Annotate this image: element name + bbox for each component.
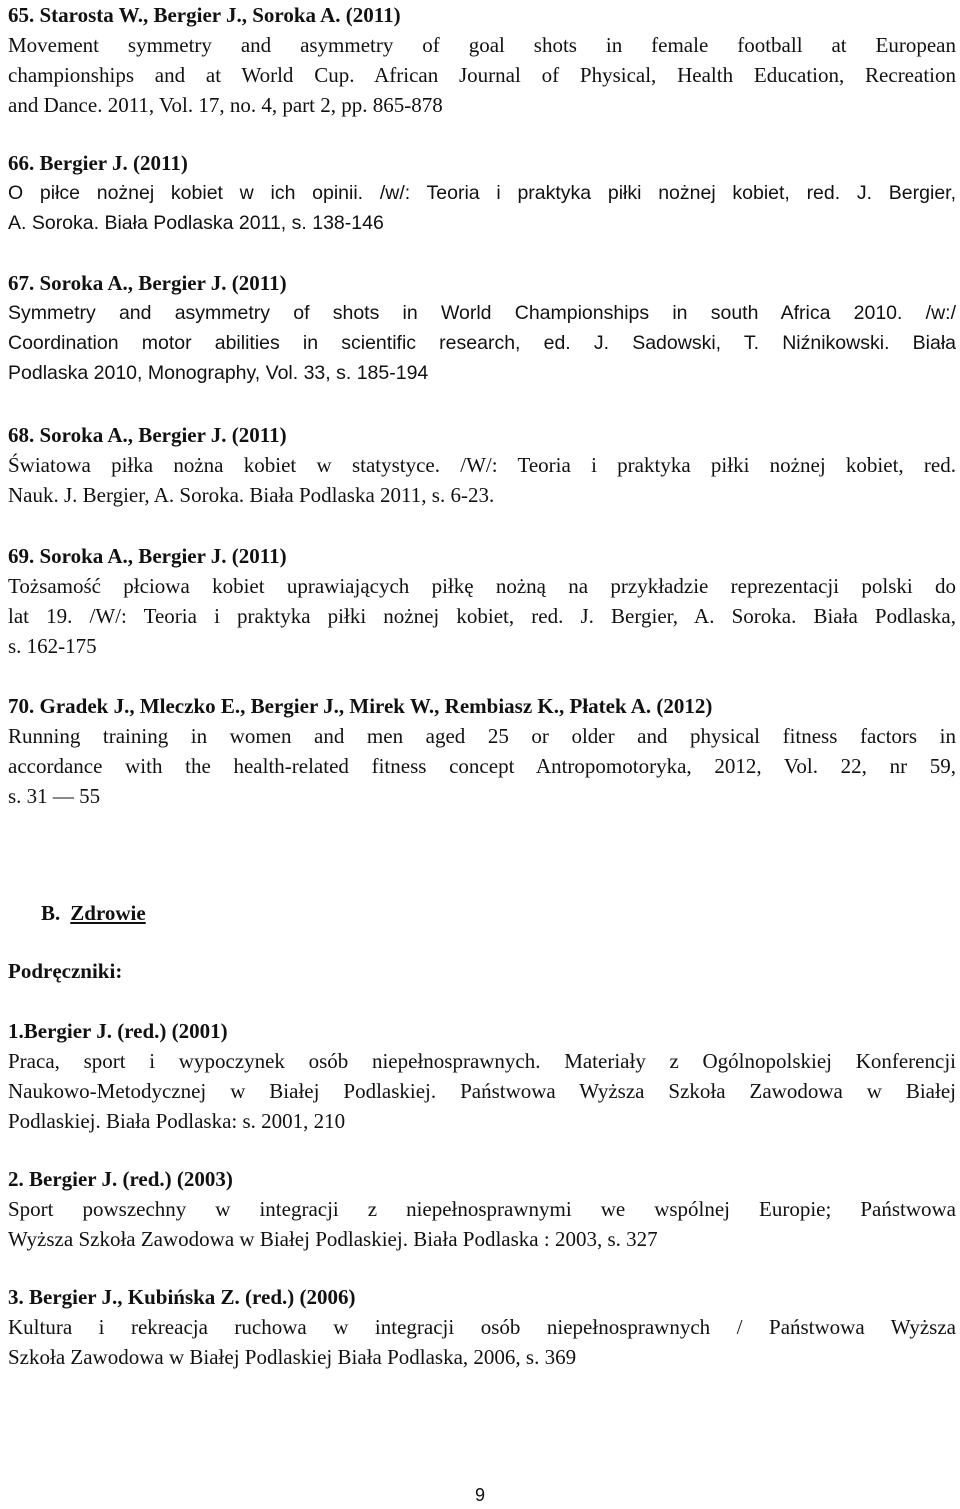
entry-heading: 67. Soroka A., Bergier J. (2011) [8, 271, 287, 295]
entry-heading: 3. Bergier J., Kubińska Z. (red.) (2006) [8, 1285, 356, 1309]
section-title: Zdrowie [70, 901, 146, 925]
entry-text-line: s. 162-175 [8, 634, 97, 658]
entry-text-line: Światowa piłka nożna kobiet w statystyce. /W/: Teoria i praktyka piłki nożnej kobiet, red. [8, 453, 956, 477]
entry-text-line: Naukowo-Metodycznej w Białej Podlaskiej. Państwowa Wyższa Szkoła Zawodowa w Białej [8, 1079, 956, 1103]
entry-text-line: Tożsamość płciowa kobiet uprawiających piłkę nożną na przykładzie reprezentacji polski do [8, 574, 956, 598]
section-letter: B. [41, 901, 61, 925]
entry-heading: 70. Gradek J., Mleczko E., Bergier J., Mirek W., Rembiasz K., Płatek A. (2012) [8, 694, 713, 718]
entry-text-line: Kultura i rekreacja ruchowa w integracji osób niepełnosprawnych / Państwowa Wyższa [8, 1315, 956, 1339]
entry-text-line: Podlaska 2010, Monography, Vol. 33, s. 185-194 [8, 362, 429, 384]
entry-text-line: Praca, sport i wypoczynek osób niepełnosprawnych. Materiały z Ogólnopolskiej Konferencji [8, 1049, 956, 1073]
entry-text-line: accordance with the health-related fitness concept Antropomotoryka, 2012, Vol. 22, nr 59, [8, 754, 956, 778]
entry-text-line: A. Soroka. Biała Podlaska 2011, s. 138-146 [8, 212, 384, 234]
bibliography-entry-67 [8, 268, 956, 388]
entry-text-line: Szkoła Zawodowa w Białej Podlaskiej Biała Podlaska, 2006, s. 369 [8, 1345, 577, 1369]
book-entry-1 [8, 1016, 956, 1136]
entry-heading: 2. Bergier J. (red.) (2003) [8, 1167, 233, 1191]
page-number: 9 [474, 1485, 485, 1505]
entry-text-line: O piłce nożnej kobiet w ich opinii. /w/: Teoria i praktyka piłki nożnej kobiet, red. J. Bergier, [8, 182, 956, 204]
entry-text-line: Movement symmetry and asymmetry of goal shots in female football at European [8, 33, 956, 57]
bibliography-entry-70 [8, 691, 956, 811]
entry-text-line: Running training in women and men aged 25 or older and physical fitness factors in [8, 724, 956, 748]
entry-text-line: Nauk. J. Bergier, A. Soroka. Biała Podlaska 2011, s. 6-23. [8, 483, 495, 507]
entry-heading: 1.Bergier J. (red.) (2001) [8, 1019, 228, 1043]
entry-heading: 66. Bergier J. (2011) [8, 151, 188, 175]
entry-heading: 68. Soroka A., Bergier J. (2011) [8, 423, 287, 447]
entry-text-line: championships and at World Cup. African Journal of Physical, Health Education, Recreation [8, 63, 956, 87]
entry-heading: 69. Soroka A., Bergier J. (2011) [8, 544, 287, 568]
entry-text-line: Coordination motor abilities in scientific research, ed. J. Sadowski, T. Niźnikowski. Biała [8, 332, 956, 354]
bibliography-entry-68 [8, 420, 956, 510]
subsection-heading: Podręczniki: [8, 959, 123, 983]
book-entry-3 [8, 1282, 956, 1372]
entry-text-line: lat 19. /W/: Teoria i praktyka piłki nożnej kobiet, red. J. Bergier, A. Soroka. Biała Podlaska, [8, 604, 956, 628]
bibliography-entry-69 [8, 541, 956, 661]
entry-heading: 65. Starosta W., Bergier J., Soroka A. (2011) [8, 3, 401, 27]
entry-text-line: Sport powszechny w integracji z niepełnosprawnymi we wspólnej Europie; Państwowa [8, 1197, 956, 1221]
entry-text-line: Wyższa Szkoła Zawodowa w Białej Podlaskiej. Biała Podlaska : 2003, s. 327 [8, 1227, 658, 1251]
entry-text-line: and Dance. 2011, Vol. 17, no. 4, part 2, pp. 865-878 [8, 93, 443, 117]
entry-text-line: Podlaskiej. Biała Podlaska: s. 2001, 210 [8, 1109, 346, 1133]
entry-text-line: Symmetry and asymmetry of shots in World Championships in south Africa 2010. /w:/ [8, 302, 956, 324]
bibliography-entry-65 [8, 0, 956, 120]
bibliography-entry-66 [8, 148, 956, 238]
book-entry-2 [8, 1164, 956, 1254]
section-heading [41, 898, 146, 928]
entry-text-line: s. 31 — 55 [8, 784, 101, 808]
